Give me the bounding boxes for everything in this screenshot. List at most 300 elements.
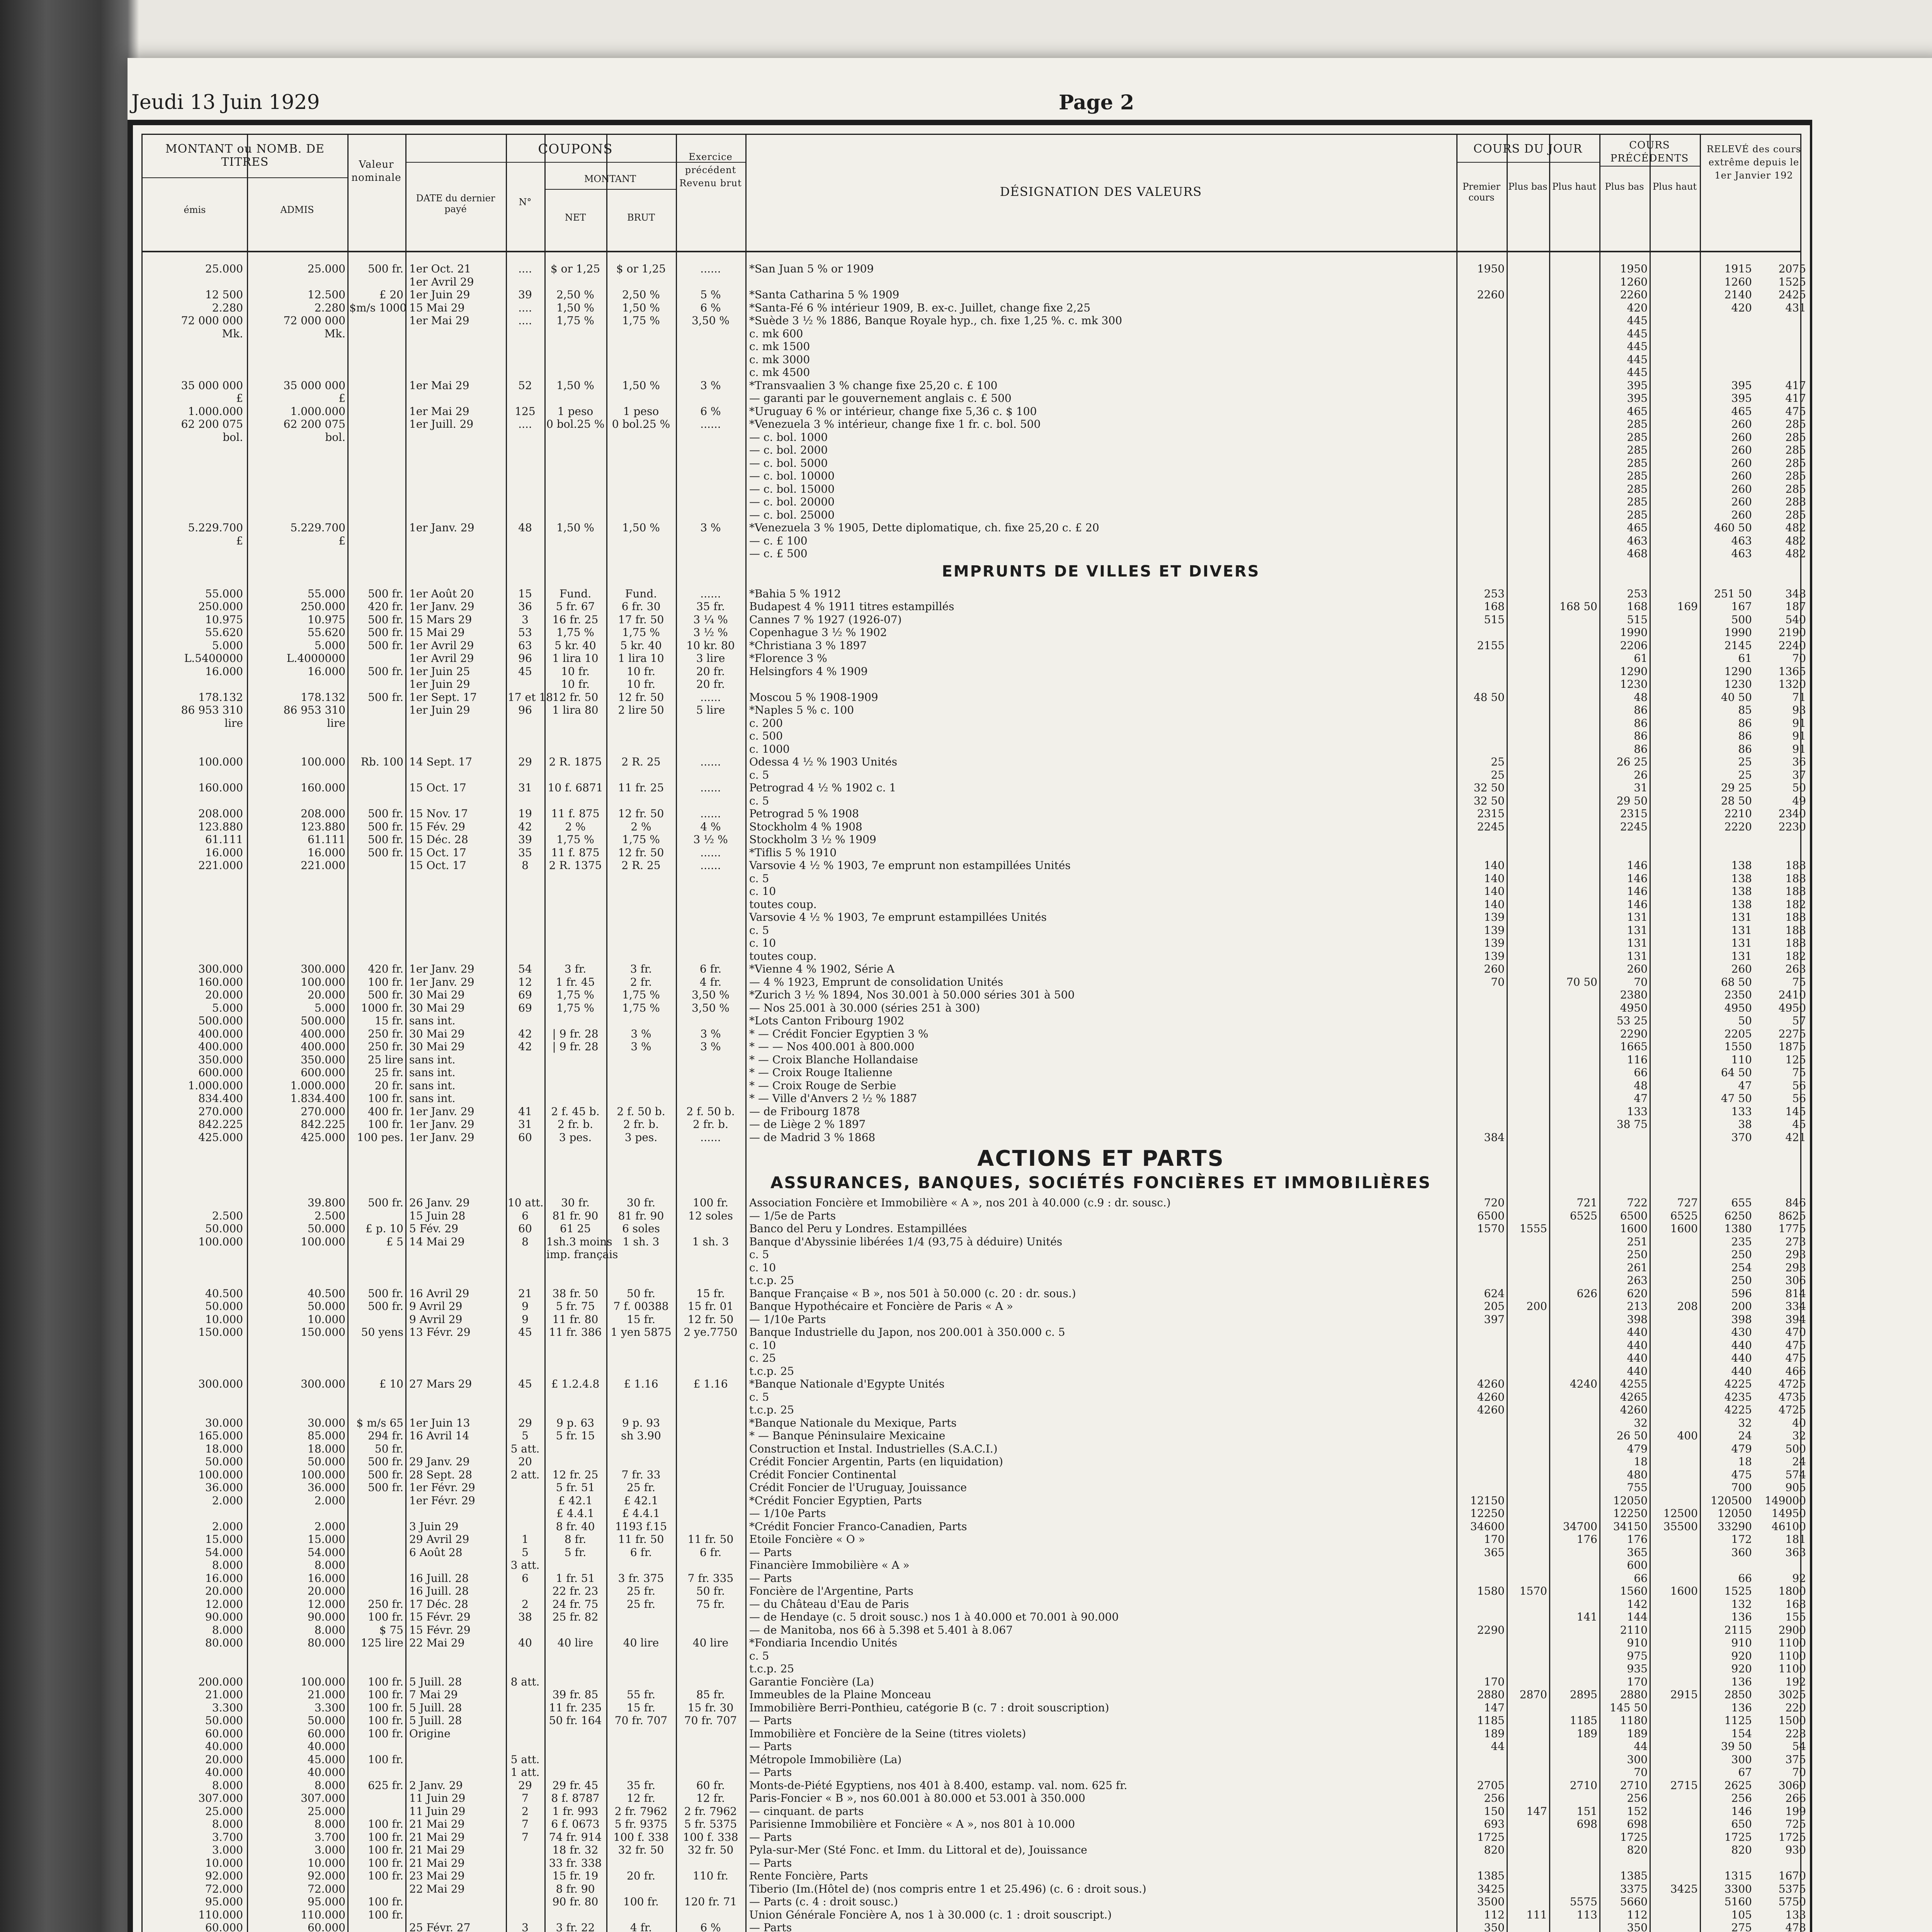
cell-ex: 15 fr. 30 <box>687 1701 734 1714</box>
cell-des: Financière Immobilière « A » <box>749 1559 910 1571</box>
cell-brut: 2,50 % <box>622 288 660 301</box>
cell-emis: 100.000 <box>198 755 243 768</box>
cell-p1: 140 <box>1484 872 1505 885</box>
cell-pb: 440 <box>1627 1338 1648 1352</box>
cell-r1: 820 <box>1731 1844 1752 1856</box>
cell-h: 6525 <box>1570 1209 1597 1222</box>
table-row <box>143 704 1806 716</box>
cell-r1: 133 <box>1731 1105 1752 1118</box>
cell-pb: 18 <box>1634 1455 1648 1468</box>
cell-r2: 285 <box>1785 482 1806 495</box>
table-row <box>143 340 1800 353</box>
cell-r2: 56 <box>1792 1079 1806 1092</box>
cell-emis: 55.620 <box>205 626 243 639</box>
cell-r1: 260 <box>1731 430 1752 444</box>
cell-r2: 1320 <box>1778 678 1806 690</box>
cell-val: 420 fr. <box>368 963 403 975</box>
cell-r2: 91 <box>1792 742 1806 755</box>
cell-des: * — Croix Rouge Italienne <box>749 1066 893 1079</box>
cell-brut: 2 R. 25 <box>621 859 661 872</box>
cell-r1: 655 <box>1731 1196 1752 1209</box>
cell-net: 3 fr. <box>564 963 587 975</box>
cell-p1: 4260 <box>1477 1403 1505 1416</box>
cell-h: 698 <box>1577 1818 1597 1830</box>
cell-p1: 140 <box>1484 859 1505 872</box>
table-row <box>143 1857 1800 1869</box>
cell-pb: 2880 <box>1620 1688 1648 1701</box>
cell-pb: 1600 <box>1620 1222 1648 1235</box>
cell-pb: 170 <box>1627 1675 1648 1688</box>
cell-des: Odessa 4 ½ % 1903 Unités <box>749 755 897 768</box>
table-row <box>143 418 1806 430</box>
cell-des: Petrograd 5 % 1908 <box>749 807 859 820</box>
cell-ex: ...... <box>700 1131 721 1144</box>
cell-emis: 250.000 <box>198 600 243 613</box>
cell-admis: Mk. <box>324 327 345 340</box>
cell-date: 1er Mai 29 <box>409 405 469 418</box>
cell-r2: 478 <box>1785 1921 1806 1932</box>
cell-pb: 251 <box>1627 1235 1648 1248</box>
cell-ex: 3,50 % <box>692 1001 730 1014</box>
cell-emis: £ <box>236 534 243 547</box>
cell-pb: 2245 <box>1620 820 1648 833</box>
cell-no: 1 <box>522 1533 529 1546</box>
cell-admis: 110.000 <box>301 1908 345 1921</box>
cell-ex: 5 % <box>700 288 721 301</box>
cell-net: 8 f. 8787 <box>551 1792 600 1804</box>
cell-r1: 172 <box>1731 1533 1752 1546</box>
cell-r1: 2205 <box>1724 1027 1752 1040</box>
cell-r2: 334 <box>1785 1300 1806 1313</box>
cell-date: 11 Juin 29 <box>409 1804 466 1818</box>
cell-brut: 100 f. 338 <box>613 1830 669 1844</box>
cell-admis: £ <box>338 534 345 547</box>
cell-no: 2 <box>522 1804 529 1818</box>
cell-des: * — Croix Blanche Hollandaise <box>749 1053 918 1066</box>
cell-val: 500 fr. <box>368 639 403 652</box>
cell-r2: 70 <box>1792 652 1806 665</box>
cell-date: 1er Avril 29 <box>409 275 474 288</box>
cell-des: Varsovie 4 ½ % 1903, 7e emprunt non estampillées Unités <box>749 859 1071 872</box>
cell-date: 1er Août 20 <box>409 587 474 600</box>
cell-brut: 12 fr. 50 <box>618 846 664 859</box>
cell-ex: ...... <box>700 859 721 872</box>
cell-admis: 1.834.400 <box>290 1092 345 1105</box>
cell-pb: 189 <box>1627 1727 1648 1740</box>
cell-p1: 1385 <box>1477 1869 1505 1882</box>
cell-brut: 1 sh. 3 <box>622 1235 660 1248</box>
cell-admis: 86 953 310 <box>283 704 345 716</box>
cell-r2: 1725 <box>1778 1830 1806 1844</box>
cell-net: 2 R. 1875 <box>549 755 602 768</box>
header-net: NET <box>565 212 586 223</box>
cell-net: 11 fr. 235 <box>549 1701 602 1714</box>
cell-ex: ...... <box>700 418 721 430</box>
table-row <box>143 1882 1806 1895</box>
table-row <box>143 508 1806 521</box>
cell-brut: 2 fr. 7962 <box>614 1804 668 1818</box>
cell-admis: 425.000 <box>301 1131 345 1144</box>
cell-emis: 60.000 <box>205 1921 243 1932</box>
cell-r1: 64 50 <box>1721 1066 1752 1079</box>
cell-admis: 600.000 <box>301 1066 345 1079</box>
cell-ex: ...... <box>700 755 721 768</box>
cell-r1: 440 <box>1731 1352 1752 1364</box>
cell-val: 500 fr. <box>368 1196 403 1209</box>
cell-ex: 3 ½ % <box>693 833 728 846</box>
cell-r2: 57 <box>1792 1014 1806 1027</box>
cell-pb: 47 <box>1634 1092 1648 1105</box>
cell-brut: 1 peso <box>623 405 659 418</box>
cell-des: *Uruguay 6 % or intérieur, change fixe 5,36 c. $ 100 <box>749 405 1037 418</box>
cell-no: 8 <box>522 1235 529 1248</box>
cell-r2: 4950 <box>1778 1001 1806 1014</box>
cell-val: 100 fr. <box>368 1675 403 1688</box>
cell-r1: 440 <box>1731 1364 1752 1378</box>
cell-pb: 44 <box>1634 1740 1648 1753</box>
cell-pb: 755 <box>1627 1481 1648 1494</box>
cell-r2: 2900 <box>1778 1623 1806 1636</box>
table-row <box>143 1001 1806 1014</box>
cell-des: c. 5 <box>749 923 769 937</box>
cell-r1: 479 <box>1731 1442 1752 1455</box>
cell-no: 60 <box>518 1222 532 1235</box>
cell-des: c. 5 <box>749 1649 769 1662</box>
cell-admis: 8.000 <box>314 1779 345 1792</box>
cell-r1: 131 <box>1731 937 1752 949</box>
cell-emis: 80.000 <box>205 1636 243 1649</box>
table-row <box>143 1364 1806 1378</box>
cell-h: 2895 <box>1570 1688 1597 1701</box>
cell-net: 5 kr. 40 <box>554 639 596 652</box>
cell-no: 15 <box>518 587 532 600</box>
cell-net: 8 fr. 90 <box>556 1882 595 1895</box>
cell-pb: 698 <box>1627 1818 1648 1830</box>
cell-emis: 600.000 <box>198 1066 243 1079</box>
cell-p1: 3425 <box>1477 1882 1505 1895</box>
cell-date: 15 Fév. 29 <box>409 820 465 833</box>
cell-pb: 26 25 <box>1616 755 1648 768</box>
table-row <box>143 937 1806 949</box>
cell-admis: 39.800 <box>308 1196 345 1209</box>
cell-r1: 120500 <box>1711 1494 1752 1507</box>
cell-net: 1 fr. 993 <box>552 1804 599 1818</box>
cell-r1: 700 <box>1731 1481 1752 1494</box>
cell-des: *Banque Nationale d'Egypte Unités <box>749 1378 945 1390</box>
cell-brut: 2 lire 50 <box>618 704 664 716</box>
cell-des: — garanti par le gouvernement anglais c. £ 500 <box>749 392 1012 405</box>
cell-pb: 620 <box>1627 1287 1648 1300</box>
cell-no: 42 <box>518 1027 532 1040</box>
cell-pb: 285 <box>1627 456 1648 469</box>
cell-admis: 208.000 <box>301 807 345 820</box>
cell-r1: 136 <box>1731 1611 1752 1623</box>
cell-net: 8 fr. <box>564 1533 587 1546</box>
cell-no: 36 <box>518 600 532 613</box>
cell-ex: £ 1.16 <box>693 1378 728 1390</box>
cell-no: .... <box>518 301 532 314</box>
cell-net: 30 fr. <box>561 1196 590 1209</box>
cell-val: 100 fr. <box>368 1856 403 1869</box>
cell-emis: Mk. <box>222 327 243 340</box>
cell-p1: 170 <box>1484 1675 1505 1688</box>
table-row <box>143 794 1806 807</box>
cell-pb: 70 <box>1634 975 1648 988</box>
cell-net: 11 fr. 80 <box>552 1313 599 1326</box>
cell-date: 1er Janv. 29 <box>409 1105 474 1118</box>
table-row <box>143 1869 1806 1882</box>
cell-p1: 693 <box>1484 1818 1505 1830</box>
table-row <box>143 1442 1806 1455</box>
cell-des: *Zurich 3 ½ % 1894, Nos 30.001 à 50.000 séries 301 à 500 <box>749 988 1075 1001</box>
cell-admis: 5.229.700 <box>290 521 345 534</box>
cell-r1: 68 50 <box>1721 975 1752 988</box>
cell-emis: 400.000 <box>198 1040 243 1053</box>
cell-des: — c. £ 500 <box>749 547 808 560</box>
table-row <box>143 1597 1806 1611</box>
cell-des: toutes coup. <box>749 898 817 911</box>
cell-brut: 1,50 % <box>622 301 660 314</box>
cell-date: 7 Mai 29 <box>409 1688 458 1701</box>
cell-r2: 56 <box>1792 1092 1806 1105</box>
cell-date: 1er Juin 29 <box>409 678 470 690</box>
cell-admis: 16.000 <box>308 1571 345 1585</box>
cell-ex: 10 kr. 80 <box>686 639 735 652</box>
cell-des: Banque Industrielle du Japon, nos 200.001 à 350.000 c. 5 <box>749 1326 1065 1338</box>
cell-admis: 2.500 <box>314 1209 345 1222</box>
table-row <box>143 872 1806 885</box>
cell-emis: 2.000 <box>212 1494 243 1507</box>
cell-pb: 176 <box>1627 1533 1648 1546</box>
cell-date: 3 Juin 29 <box>409 1520 459 1533</box>
header-designation: DÉSIGNATION DES VALEURS <box>1000 184 1202 199</box>
cell-r2: 182 <box>1785 949 1806 963</box>
cell-pb: 86 <box>1634 742 1648 755</box>
cell-r2: 1670 <box>1778 1869 1806 1882</box>
cell-emis: 200.000 <box>198 1675 243 1688</box>
cell-admis: 60.000 <box>308 1727 345 1740</box>
cell-no: 5 <box>522 1546 529 1559</box>
cell-r2: 70 <box>1792 1766 1806 1779</box>
cell-brut: 3 pes. <box>624 1131 658 1144</box>
cell-admis: 5.000 <box>314 1001 345 1014</box>
cell-des: * — Croix Rouge de Serbie <box>749 1079 896 1092</box>
table-row <box>143 1830 1806 1844</box>
cell-val: 500 fr. <box>368 587 403 600</box>
cell-date: 1er Janv. 29 <box>409 1118 474 1131</box>
cell-val: 500 fr. <box>368 690 403 704</box>
cell-brut: 1,75 % <box>622 833 660 846</box>
cell-net: 5 fr. <box>564 1546 587 1559</box>
cell-pb: 263 <box>1627 1274 1648 1287</box>
cell-des: *Santa-Fé 6 % intérieur 1909, B. ex-c. Juillet, change fixe 2,25 <box>749 301 1091 314</box>
cell-emis: 425.000 <box>198 1131 243 1144</box>
cell-p1: 397 <box>1484 1313 1505 1326</box>
section-title: ASSURANCES, BANQUES, SOCIÉTÉS FONCIÈRES ET IMMOBILIÈRES <box>770 1173 1432 1192</box>
cell-pb: 4260 <box>1620 1403 1648 1416</box>
page-date: Jeudi 13 Juin 1929 <box>131 91 320 114</box>
cell-val: 100 fr. <box>368 1688 403 1701</box>
cell-admis: 50.000 <box>308 1455 345 1468</box>
cell-pb: 131 <box>1627 949 1648 963</box>
cell-pb: 975 <box>1627 1649 1648 1662</box>
cell-r2: 475 <box>1785 405 1806 418</box>
cell-no: 45 <box>518 1326 532 1338</box>
section-title: ACTIONS ET PARTS <box>977 1146 1225 1171</box>
cell-ex: 1 sh. 3 <box>692 1235 729 1248</box>
cell-net: 1,75 % <box>556 626 594 639</box>
cell-r1: 2115 <box>1724 1623 1752 1636</box>
cell-brut: 2 R. 25 <box>621 755 661 768</box>
cell-r2: 500 <box>1785 1442 1806 1455</box>
cell-p1: 1950 <box>1477 262 1505 275</box>
cell-pb: 395 <box>1627 379 1648 392</box>
cell-emis: 10.975 <box>205 613 243 626</box>
cell-ex: ...... <box>700 807 721 820</box>
cell-ex: 3 % <box>700 1040 721 1053</box>
cell-des: * — Ville d'Anvers 2 ½ % 1887 <box>749 1092 917 1105</box>
table-row <box>143 1326 1806 1338</box>
cell-ex: 70 fr. 707 <box>684 1714 737 1727</box>
cell-net: 33 fr. 338 <box>549 1856 602 1869</box>
cell-emis: 3.700 <box>212 1830 243 1844</box>
table-row <box>143 742 1806 755</box>
table-row <box>143 923 1806 937</box>
cell-r2: 133 <box>1785 1908 1806 1921</box>
cell-p1: 2245 <box>1477 820 1505 833</box>
cell-r1: 2140 <box>1724 288 1752 301</box>
cell-r1: 420 <box>1731 301 1752 314</box>
cell-no: 69 <box>518 1001 532 1014</box>
cell-pb: 2380 <box>1620 988 1648 1001</box>
cell-r1: 132 <box>1731 1597 1752 1611</box>
cell-des: Foncière de l'Argentine, Parts <box>749 1585 913 1597</box>
cell-p1: 44 <box>1491 1740 1505 1753</box>
cell-admis: 842.225 <box>301 1118 345 1131</box>
cell-date: 1er Juin 25 <box>409 665 470 678</box>
cell-ex: 12 soles <box>688 1209 733 1222</box>
cell-des: Helsingfors 4 % 1909 <box>749 665 868 678</box>
cell-r1: 85 <box>1738 704 1752 716</box>
cell-admis: 80.000 <box>308 1636 345 1649</box>
cell-pb: 86 <box>1634 704 1648 716</box>
cell-brut: 10 fr. <box>626 665 656 678</box>
table-row <box>143 547 1806 560</box>
cell-emis: 90.000 <box>205 1611 243 1623</box>
table-row <box>143 1403 1806 1416</box>
cell-pb: 515 <box>1627 613 1648 626</box>
cell-des: Budapest 4 % 1911 titres estampillés <box>749 600 954 613</box>
cell-h: 34700 <box>1563 1520 1597 1533</box>
cell-net: 18 fr. 32 <box>552 1844 599 1856</box>
cell-admis: 85.000 <box>308 1429 345 1442</box>
cell-no: 20 <box>518 1455 532 1468</box>
cell-brut: 3 fr. <box>630 963 652 975</box>
cell-ph: 6525 <box>1670 1209 1698 1222</box>
cell-date: 1er Févr. 29 <box>409 1494 475 1507</box>
table-row <box>143 1079 1806 1092</box>
cell-date: 15 Mai 29 <box>409 626 465 639</box>
cell-p1: 1725 <box>1477 1830 1505 1844</box>
cell-des: *Venezuela 3 % intérieur, change fixe 1 fr. c. bol. 500 <box>749 418 1041 430</box>
table-row <box>143 768 1806 781</box>
cell-p1: 820 <box>1484 1844 1505 1856</box>
cell-net: 5 fr. 51 <box>556 1481 595 1494</box>
cell-r1: 131 <box>1731 911 1752 923</box>
stock-table-frame <box>128 120 1812 1932</box>
header-montant: MONTANT ou NOMB. DE TITRES <box>165 142 325 169</box>
cell-des: *Santa Catharina 5 % 1909 <box>749 288 900 301</box>
cell-ex: 3,50 % <box>692 314 730 327</box>
cell-r1: 47 50 <box>1721 1092 1752 1105</box>
cell-val: £ p. 10 <box>365 1222 403 1235</box>
table-row <box>143 626 1806 639</box>
cell-pb: 144 <box>1627 1611 1648 1623</box>
cell-r1: 167 <box>1731 600 1752 613</box>
cell-brut: 11 fr. 50 <box>618 1533 664 1546</box>
cell-admis: 150.000 <box>301 1326 345 1338</box>
cell-r1: 2210 <box>1724 807 1752 820</box>
cell-p1: 2880 <box>1477 1688 1505 1701</box>
cell-r1: 105 <box>1731 1908 1752 1921</box>
cell-val: 100 fr. <box>368 1701 403 1714</box>
cell-p1: 260 <box>1484 963 1505 975</box>
cell-r2: 1500 <box>1778 1714 1806 1727</box>
cell-brut: £ 42.1 <box>624 1494 658 1507</box>
cell-no: 29 <box>518 755 532 768</box>
cell-ex: 12 fr. 50 <box>687 1313 734 1326</box>
cell-r1: 460 50 <box>1714 521 1752 534</box>
cell-r2: 4735 <box>1778 1390 1806 1403</box>
cell-r1: 136 <box>1731 1675 1752 1688</box>
cell-val: £ 20 <box>379 288 403 301</box>
cell-no: 6 <box>522 1571 529 1585</box>
cell-r2: 32 <box>1792 1429 1806 1442</box>
cell-emis: 300.000 <box>198 963 243 975</box>
cell-ph: 12500 <box>1663 1507 1698 1520</box>
cell-no: 54 <box>518 963 532 975</box>
cell-p1: 168 <box>1484 600 1505 613</box>
cell-date: 1er Mai 29 <box>409 314 469 327</box>
table-row <box>143 1804 1806 1818</box>
table-row <box>143 379 1806 392</box>
cell-p1: 2260 <box>1477 288 1505 301</box>
table-row <box>143 430 1806 444</box>
cell-brut: 40 lire <box>623 1636 659 1649</box>
cell-admis: 12.000 <box>308 1597 345 1611</box>
cell-p1: 140 <box>1484 898 1505 911</box>
cell-r2: 285 <box>1785 444 1806 456</box>
cell-r2: 293 <box>1785 1261 1806 1274</box>
cell-emis: 500.000 <box>198 1014 243 1027</box>
cell-des: — Parts <box>749 1921 792 1932</box>
table-row <box>143 1455 1806 1468</box>
cell-r1: 395 <box>1731 392 1752 405</box>
table-row <box>143 1571 1806 1585</box>
cell-no: 10 att. <box>508 1196 544 1209</box>
cell-pb: 285 <box>1627 444 1648 456</box>
cell-emis: 25.000 <box>205 262 243 275</box>
cell-pb: 440 <box>1627 1352 1648 1364</box>
cell-brut: 6 soles <box>622 1222 660 1235</box>
cell-des: Monts-de-Piété Egyptiens, nos 401 à 8.400, estamp. val. nom. 625 fr. <box>749 1779 1128 1792</box>
cell-admis: 3.000 <box>314 1844 345 1856</box>
cell-emis: 307.000 <box>198 1792 243 1804</box>
cell-no: .... <box>518 418 532 430</box>
table-row <box>143 1908 1806 1921</box>
cell-p1: 25 <box>1491 755 1505 768</box>
cell-p1: 139 <box>1484 949 1505 963</box>
